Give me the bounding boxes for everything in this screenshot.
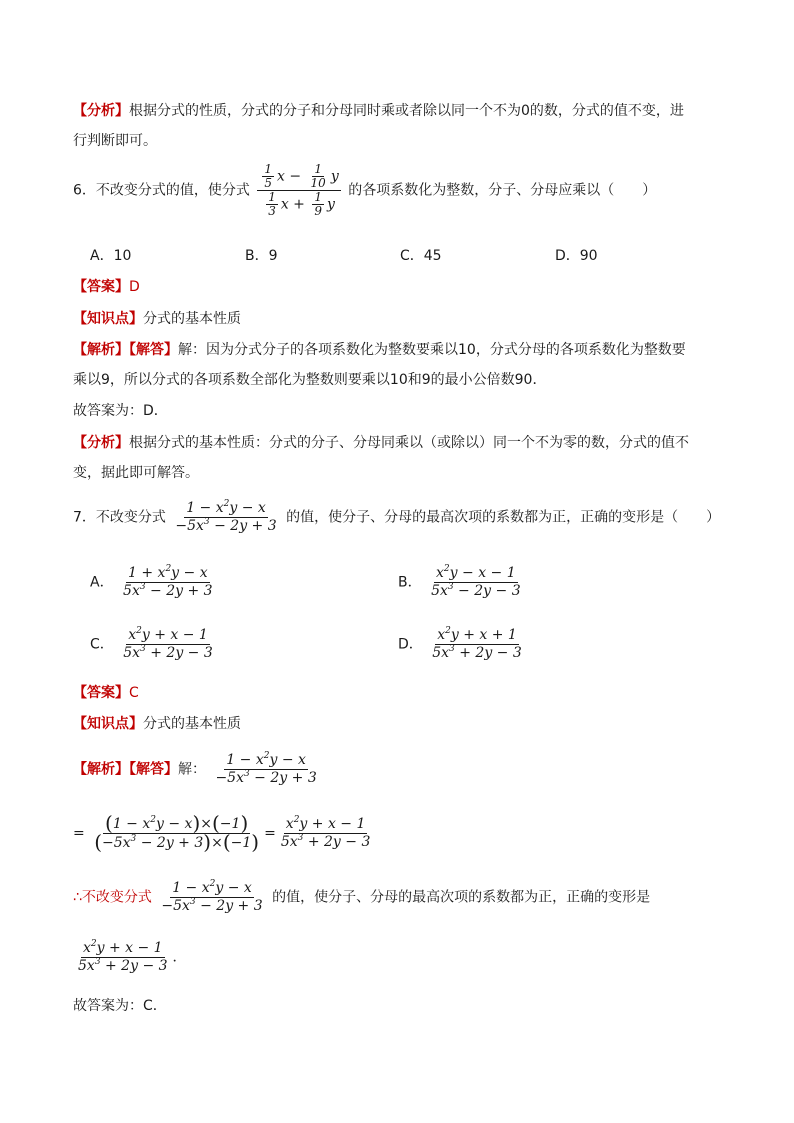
q7-kp-value: 分式的基本性质 (143, 716, 241, 732)
q6-suffix: 的各项系数化为整数，分子、分母应乘以（ ） (348, 182, 657, 199)
q6-answer (73, 277, 733, 297)
q7-option-c: C． $\frac{x^2y + x - 1}{5x^3 + 2y - 3}$ (90, 626, 213, 661)
q7-option-b-label: B． (398, 574, 422, 591)
q6-prefix: 6．不改变分式的值，使分式 (73, 182, 250, 199)
q6-fenxi-cont (73, 463, 733, 483)
q6-fraction-denominator: $\frac{1}{3}$ x + $\frac{1}{9}$ y (268, 190, 335, 218)
q7-therefore: ∴不改变分式 $\frac{1 - x^2y - x}{-5x^3 - 2y + 3}$ 的值，使分子、分母的最高次项的系数都为正，正确的变形是 (73, 879, 651, 914)
q7-option-c-label: C． (90, 636, 114, 653)
q7-suffix: 的值，使分子、分母的最高次项的系数都为正，正确的变形是（ ） (286, 509, 721, 526)
question-6-stem (73, 163, 733, 218)
q6-fenxi (73, 433, 733, 453)
q7-knowledge-point (73, 714, 733, 734)
q7-fraction: $\frac{1 - x^2y - x}{-5x^3 - 2y + 3}$ (175, 499, 277, 534)
q6-fenxi-tag: 【分析】 (73, 435, 129, 451)
q7-option-b: B． $\frac{x^2y - x - 1}{5x^3 - 2y - 3}$ (398, 564, 521, 599)
q6-fenxi-line2: 变，据此即可解答。 (73, 465, 199, 481)
q6-answer-tag: 【答案】 (73, 279, 129, 295)
q7-derivation-result: $\frac{x^2y + x - 1}{5x^3 + 2y - 3}$ (280, 815, 371, 850)
q6-option-b: B．9 (245, 248, 278, 264)
q7-analysis-lead: 解： (178, 761, 206, 778)
q6-option-c: C．45 (400, 248, 442, 264)
q6-analysis-tag2: 【解答】 (129, 342, 178, 358)
q6-fraction (257, 163, 340, 218)
q7-answer-value: C (129, 685, 139, 701)
q7-analysis-fraction: $\frac{1 - x^2y - x}{-5x^3 - 2y + 3}$ (215, 751, 317, 786)
q7-option-d: D． $\frac{x^2y + x + 1}{5x^3 + 2y - 3}$ (398, 626, 522, 661)
q7-answer (73, 683, 733, 703)
analysis-text-line1: 根据分式的性质，分式的分子和分母同时乘或者除以同一个不为0的数，分式的值不变，进 (129, 103, 684, 119)
q7-derivation: = $\frac{(1 - x^2y - x)\times(-1)}{(-5x^3 - 2y + 3)\times(-1)}$ = $\frac{x^2y + x - 1}{5x^3 + 2y - 3}$ (73, 811, 371, 854)
q6-analysis-line1: 解：因为分式分子的各项系数化为整数要乘以10，分式分母的各项系数化为整数要 (178, 342, 686, 358)
analysis-text-line2: 行判断即可。 (73, 133, 157, 149)
q6-kp-tag: 【知识点】 (73, 311, 143, 327)
q6-fenxi-line1: 根据分式的基本性质：分式的分子、分母同乘以（或除以）同一个不为零的数，分式的值不 (129, 435, 689, 451)
q7-kp-tag: 【知识点】 (73, 716, 143, 732)
q6-option-d: D．90 (555, 248, 598, 264)
q6-analysis (73, 340, 733, 360)
q6-conclusion-text: 故答案为：D． (73, 403, 168, 419)
q6-analysis-line2: 乘以9，所以分式的各项系数全部化为整数则要乘以10和9的最小公倍数90． (73, 372, 547, 388)
q7-analysis-tag2: 【解答】 (129, 761, 178, 778)
q6-fraction-numerator: $\frac{1}{5}$ x − $\frac{1}{10}$ y (257, 163, 340, 191)
analysis-paragraph-1-cont (73, 131, 733, 151)
q7-analysis-tag1: 【解析】 (73, 761, 129, 778)
q7-therefore-result: $\frac{x^2y + x - 1}{5x^3 + 2y - 3}$ ． (78, 939, 187, 974)
q7-period: ． (172, 949, 187, 966)
q7-prefix: 7．不改变分式 (73, 509, 166, 526)
q7-conclusion (73, 996, 733, 1016)
q7-therefore-prefix: ∴不改变分式 (73, 889, 152, 906)
q7-answer-tag: 【答案】 (73, 685, 129, 701)
q6-knowledge-point (73, 309, 733, 329)
q7-analysis (73, 752, 733, 787)
q7-option-d-label: D． (398, 636, 423, 653)
q6-analysis-tag1: 【解析】 (73, 342, 129, 358)
q7-derivation-step1: $\frac{(1 - x^2y - x)\times(-1)}{(-5x^3 - 2y + 3)\times(-1)}$ (94, 811, 260, 854)
q6-conclusion (73, 401, 733, 421)
q6-option-a: A．10 (90, 248, 132, 264)
q7-option-a: A． $\frac{1 + x^2y - x}{5x^3 - 2y + 3}$ (90, 564, 213, 599)
analysis-tag: 【分析】 (73, 103, 129, 119)
analysis-paragraph-1 (73, 101, 733, 121)
q7-option-a-label: A． (90, 574, 114, 591)
question-7-stem (73, 500, 733, 535)
q7-conclusion-text: 故答案为：C． (73, 998, 167, 1014)
q7-therefore-suffix: 的值，使分子、分母的最高次项的系数都为正，正确的变形是 (272, 889, 651, 906)
q6-analysis-cont (73, 370, 733, 390)
q6-kp-value: 分式的基本性质 (143, 311, 241, 327)
q6-answer-value: D (129, 279, 140, 295)
